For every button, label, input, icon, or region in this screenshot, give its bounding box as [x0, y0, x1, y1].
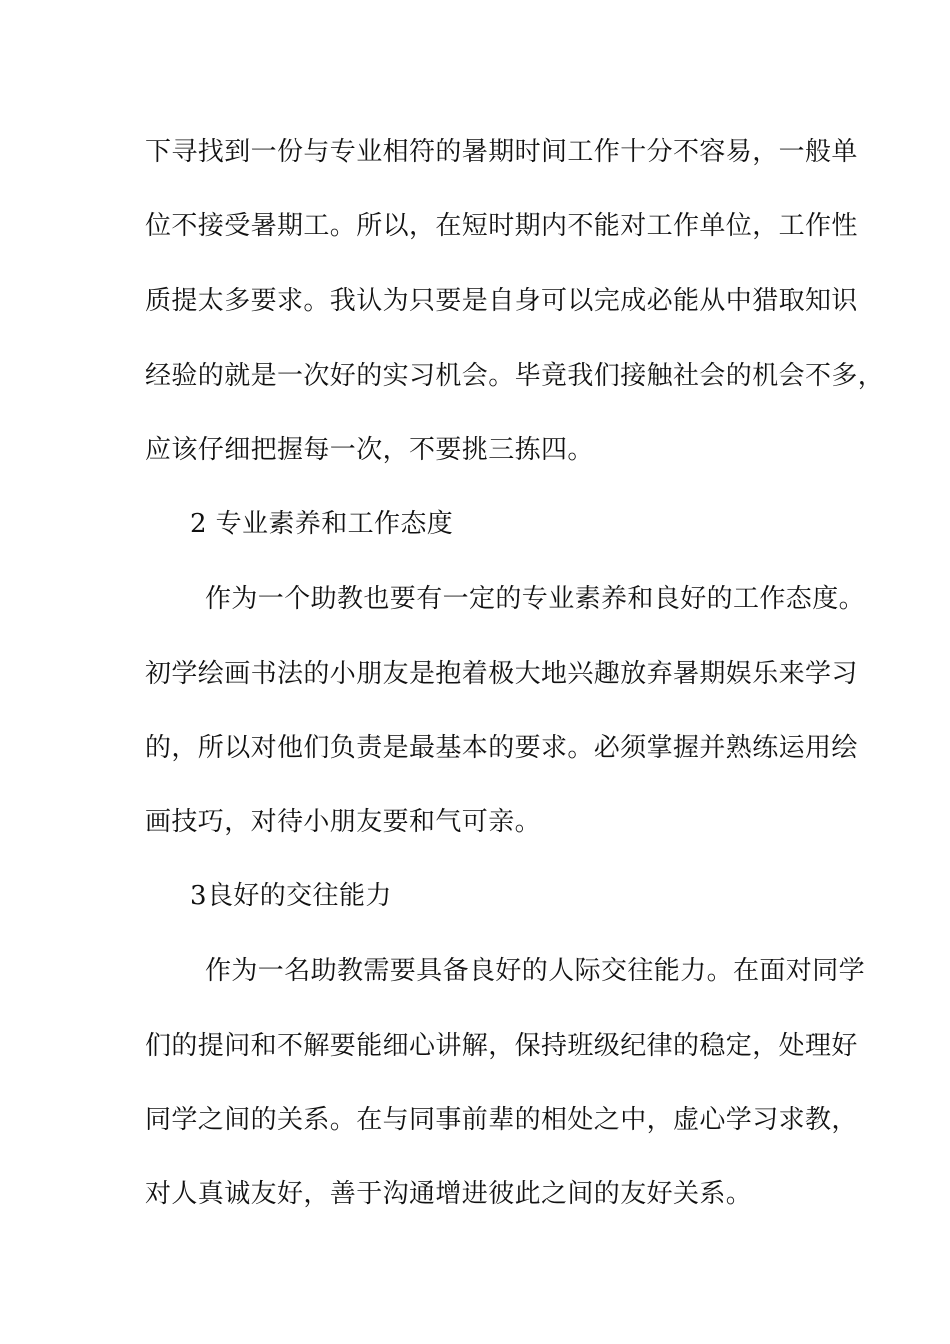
body-text-line: 对人真诚友好，善于沟通增进彼此之间的友好关系。: [145, 1179, 753, 1209]
body-text-line: 同学之间的关系。在与同事前辈的相处之中，虚心学习求教，: [145, 1105, 858, 1135]
section-heading-3: 3良好的交往能力: [190, 881, 392, 911]
body-text-line: 画技巧，对待小朋友要和气可亲。: [145, 807, 542, 837]
body-text-line: 应该仔细把握每一次，不要挑三拣四。: [145, 435, 594, 465]
body-text-line: 位不接受暑期工。所以，在短时期内不能对工作单位，工作性: [145, 211, 858, 241]
body-text-line: 下寻找到一份与专业相符的暑期时间工作十分不容易，一般单: [145, 137, 858, 167]
body-text-line: 初学绘画书法的小朋友是抱着极大地兴趣放弃暑期娱乐来学习: [145, 659, 858, 689]
section-heading-2: 2 专业素养和工作态度: [190, 509, 454, 539]
body-text-line: 们的提问和不解要能细心讲解，保持班级纪律的稳定，处理好: [145, 1031, 858, 1061]
body-text-line: 的，所以对他们负责是最基本的要求。必须掌握并熟练运用绘: [145, 733, 858, 763]
body-text-line: 作为一名助教需要具备良好的人际交往能力。在面对同学: [205, 956, 866, 986]
body-text-line: 作为一个助教也要有一定的专业素养和良好的工作态度。: [205, 584, 866, 614]
body-text-line: 经验的就是一次好的实习机会。毕竟我们接触社会的机会不多，: [145, 361, 885, 391]
body-text-line: 质提太多要求。我认为只要是自身可以完成必能从中猎取知识: [145, 286, 858, 316]
